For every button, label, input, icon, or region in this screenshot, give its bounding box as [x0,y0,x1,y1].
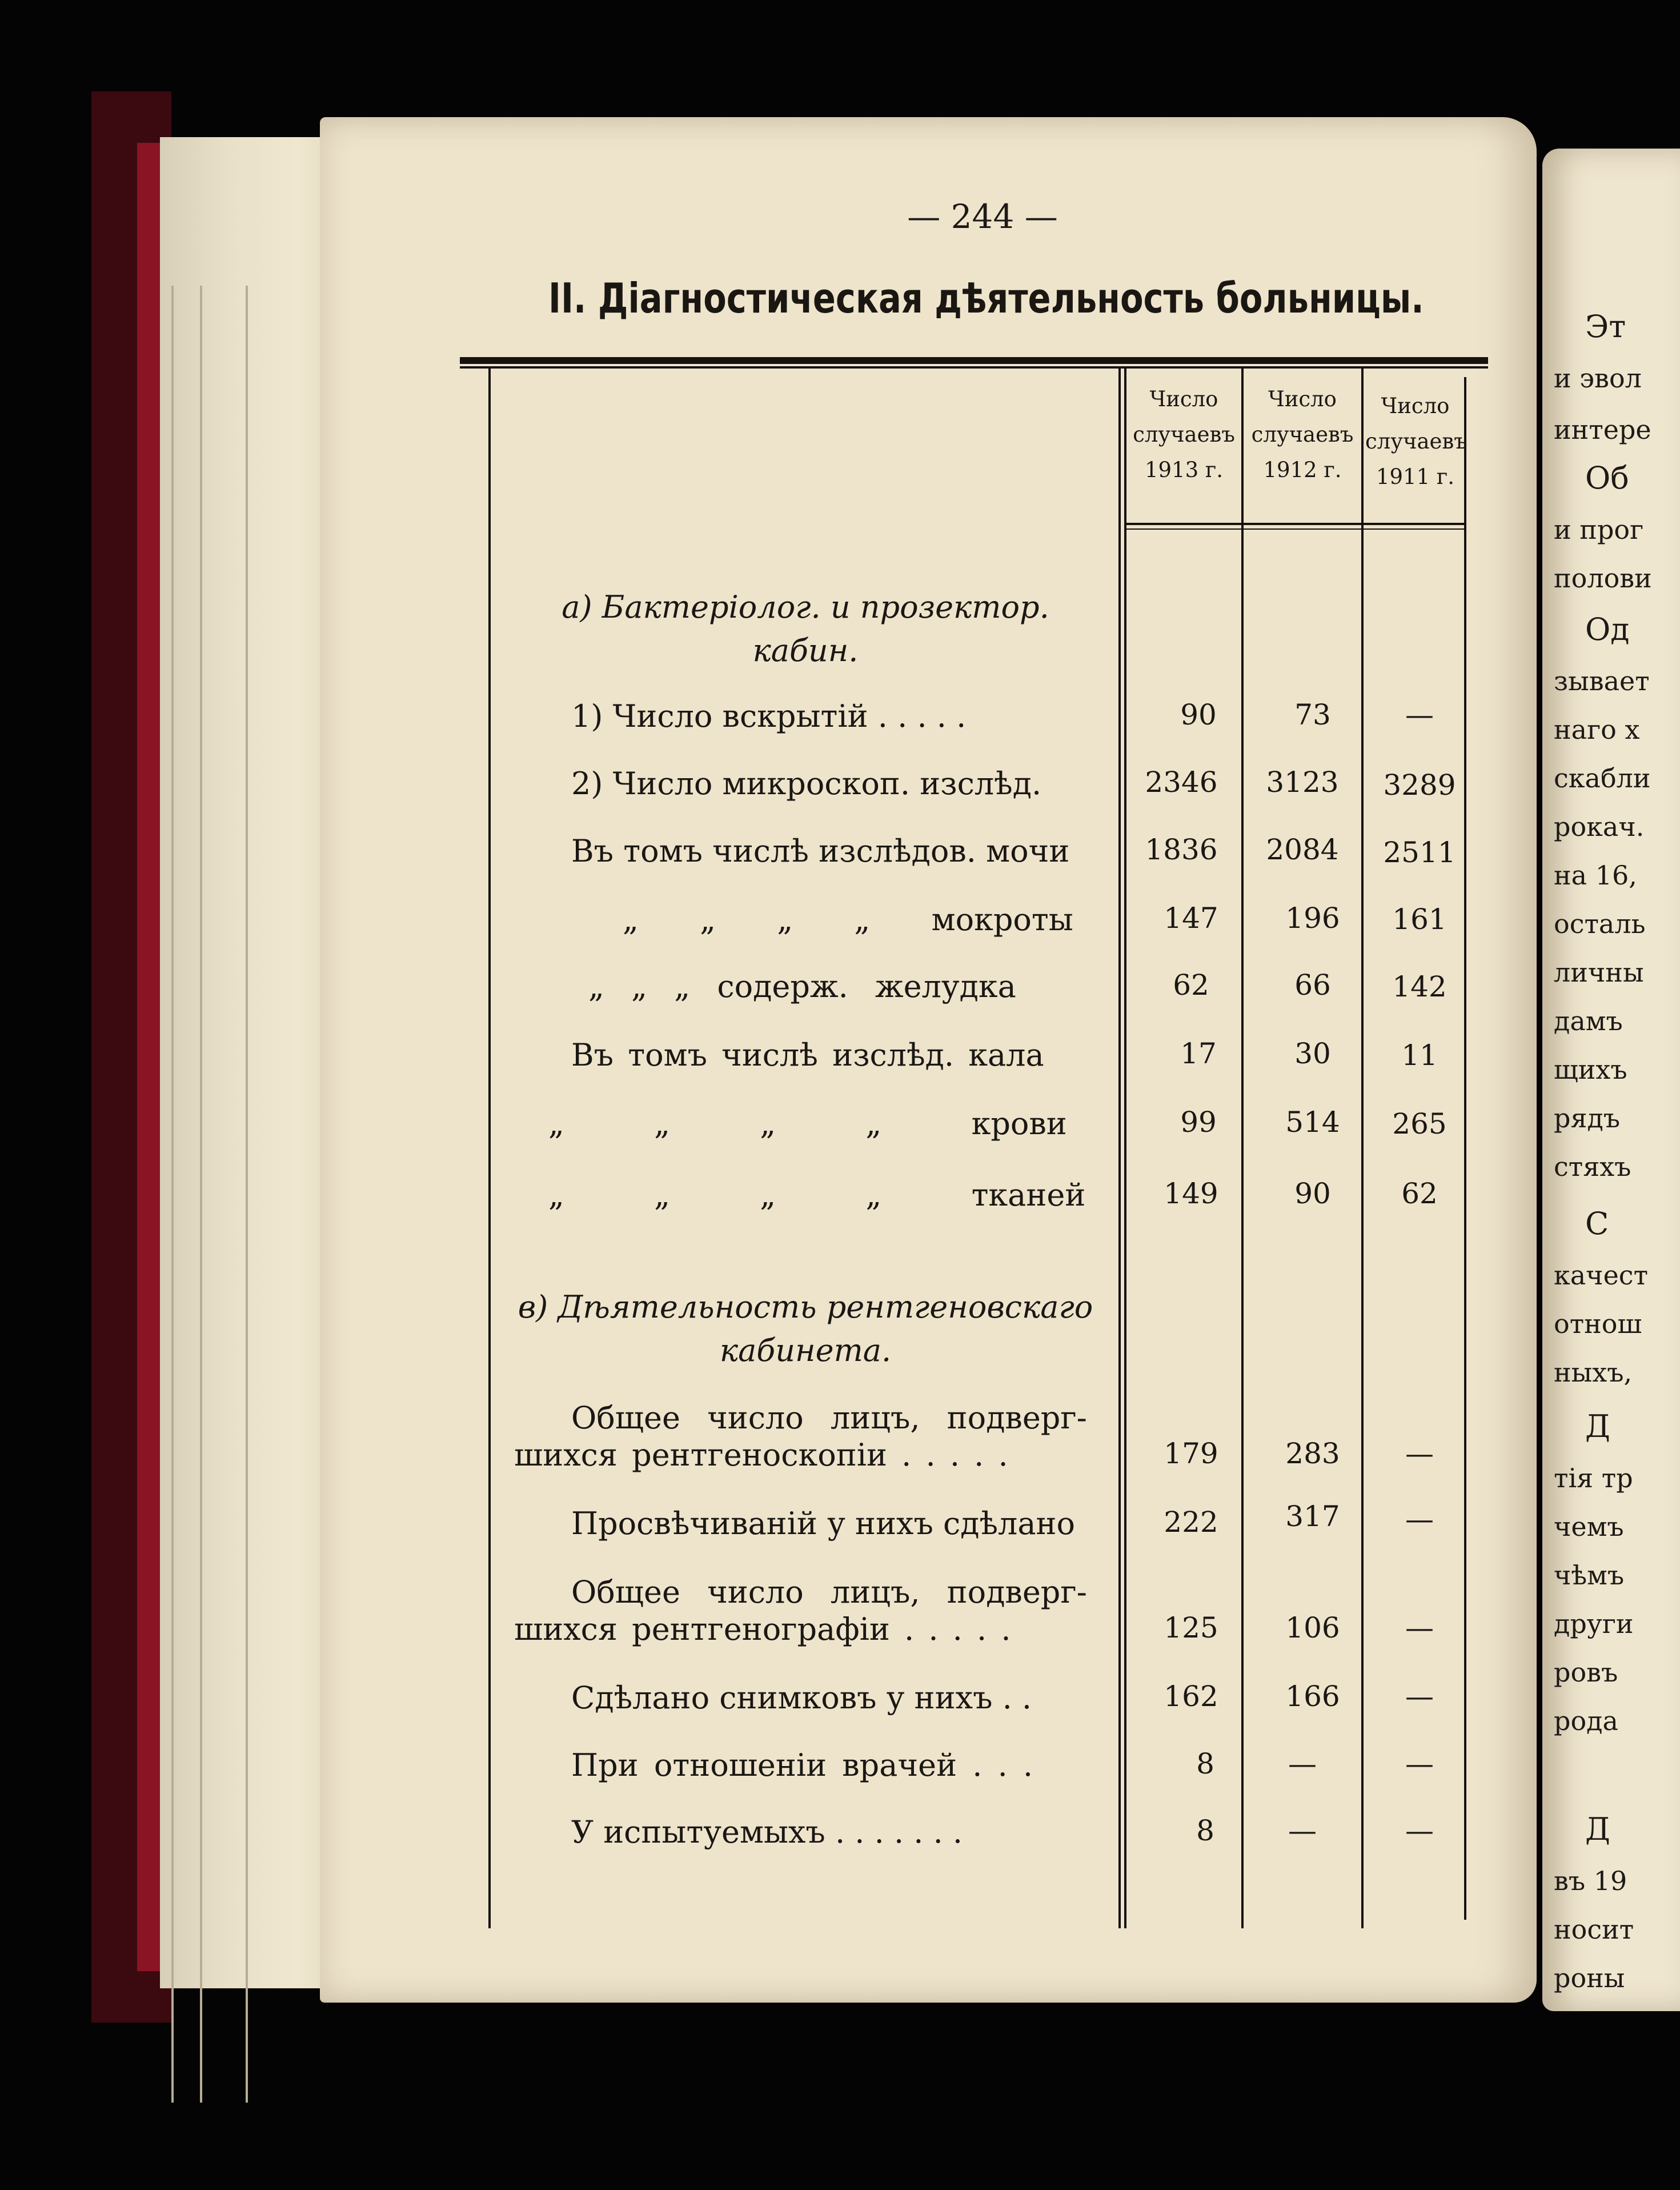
value-1912: 283 [1285,1437,1340,1470]
value-1911: 161 [1392,903,1447,936]
facing-page-line: рода [1554,1705,1618,1736]
value-1911: — [1405,1503,1434,1536]
value-1912: — [1288,1747,1317,1780]
value-1911: — [1405,1611,1434,1644]
facing-page-line: чѣмъ [1554,1560,1625,1591]
stack-line [200,286,202,2103]
value-1912: 90 [1294,1177,1331,1210]
facing-page-line: и прог [1554,514,1644,545]
facing-page-line: Од [1585,611,1630,647]
facing-page-line: на 16, [1554,860,1637,891]
facing-page-line: полови [1554,563,1652,594]
value-1912: 66 [1294,968,1331,1002]
row-label: „ „ „ „ тканей [548,1177,1086,1213]
row-label: Просвѣчиваній у нихъ сдѣлано [571,1506,1076,1542]
facing-page [1542,149,1680,2011]
value-1912: 2084 [1266,833,1339,866]
header-bottom-rule [1124,523,1464,525]
section-heading-xray: в) Дѣятельность рентгеновскаго кабинета. [518,1289,1093,1368]
page-stack [160,137,331,1988]
row-label: Общее число лицъ, подверг- [571,1574,1087,1610]
value-1913: 99 [1180,1106,1217,1139]
column-header-1913: Число случаевъ 1913 г. [1133,387,1235,482]
value-1912: 3123 [1266,766,1339,799]
value-1911: 62 [1401,1177,1438,1210]
table-left-border [488,369,491,1928]
facing-page-line: и эвол [1554,363,1642,394]
facing-page-line: Эт [1585,309,1626,345]
row-label: Сдѣлано снимковъ у нихъ . . [571,1680,1032,1716]
column-header-1911: Число случаевъ 1911 г. [1365,394,1468,489]
facing-page-line: зывает [1554,666,1650,696]
facing-page-line: тія тр [1554,1463,1633,1494]
value-1912: — [1288,1814,1317,1847]
header-bottom-rule-thin [1124,529,1464,530]
page-title: II. Діагностическая дѣятельность больницы. [548,274,1424,322]
facing-page-line: скабли [1554,763,1651,794]
facing-page-line: други [1554,1608,1634,1639]
value-1911: 11 [1401,1039,1438,1072]
value-1911: 265 [1392,1107,1447,1140]
value-1913: 1836 [1145,833,1218,866]
facing-page-line: Д [1585,1408,1610,1444]
stack-line [246,286,248,2103]
value-1911: 142 [1392,970,1447,1003]
column-divider-double [1124,369,1126,1928]
facing-page-line: стяхъ [1554,1151,1631,1182]
value-1913: 62 [1173,968,1209,1002]
value-1913: 125 [1164,1611,1218,1644]
stack-line [171,286,174,2103]
value-1911: 3289 [1383,768,1456,802]
table-top-rule-thin [460,366,1488,369]
value-1912: 106 [1285,1611,1340,1644]
row-label: Общее число лицъ, подверг- [571,1400,1087,1436]
table-top-rule [460,357,1488,364]
value-1912: 73 [1294,698,1331,731]
value-1911: — [1405,1437,1434,1470]
value-1912: 514 [1285,1106,1340,1139]
facing-page-line: отнош [1554,1308,1642,1339]
facing-page-line: С [1585,1206,1609,1242]
value-1911: — [1405,1680,1434,1713]
value-1912: 166 [1285,1680,1340,1713]
value-1911: — [1405,1747,1434,1780]
value-1913: 90 [1180,698,1217,731]
facing-page-line: осталь [1554,908,1646,939]
row-label: При отношеніи врачей . . . [571,1747,1033,1783]
value-1911: 2511 [1383,836,1456,869]
row-label: Въ томъ числѣ изслѣдов. мочи [571,833,1070,869]
column-header-1912: Число случаевъ 1912 г. [1251,387,1354,482]
facing-page-line: личны [1554,957,1644,988]
facing-page-line: въ 19 [1554,1865,1627,1896]
facing-page-line: рокач. [1554,811,1645,842]
row-label: 2) Число микроскоп. изслѣд. [571,766,1042,802]
facing-page-line: Об [1585,460,1629,496]
facing-page-line: носит [1554,1914,1634,1945]
row-label: „ „ „ „ крови [548,1106,1067,1142]
facing-page-line: ныхъ, [1554,1357,1633,1388]
value-1913: 179 [1164,1437,1218,1470]
row-label-continuation: шихся рентгеноскопіи . . . . . [514,1437,1008,1473]
facing-page-line: Д [1585,1811,1610,1847]
value-1911: — [1405,1814,1434,1847]
value-1912: 30 [1294,1037,1331,1070]
facing-page-line: рядъ [1554,1103,1621,1134]
value-1911: — [1405,698,1434,731]
facing-page-line: чемъ [1554,1511,1624,1542]
value-1913: 222 [1164,1506,1218,1539]
row-label: „ „ „ содерж. желудка [588,968,1016,1004]
value-1913: 147 [1164,902,1218,935]
value-1912: 317 [1285,1500,1340,1533]
facing-page-line: роны [1554,1963,1625,1993]
value-1912: 196 [1285,902,1340,935]
row-label: Въ томъ числѣ изслѣд. кала [571,1037,1044,1073]
value-1913: 8 [1196,1814,1214,1847]
column-divider [1118,369,1121,1928]
page-number: — 244 — [907,197,1058,236]
facing-page-line: качест [1554,1260,1649,1291]
value-1913: 149 [1164,1177,1218,1210]
facing-page-line: ровъ [1554,1657,1618,1688]
facing-page-line: дамъ [1554,1006,1623,1036]
row-label-continuation: шихся рентгенографіи . . . . . [514,1611,1011,1647]
row-label: 1) Число вскрытій . . . . . [571,698,967,734]
value-1913: 17 [1180,1037,1217,1070]
row-label: „ „ „ „ мокроты [623,902,1073,938]
row-label: У испытуемыхъ . . . . . . . [571,1814,963,1850]
facing-page-line: интере [1554,414,1651,445]
value-1913: 8 [1196,1747,1214,1780]
value-1913: 2346 [1145,766,1218,799]
facing-page-line: щихъ [1554,1054,1627,1085]
value-1913: 162 [1164,1680,1218,1713]
section-heading-bacteriology: а) Бактеріолог. и прозектор. кабин. [562,589,1049,668]
facing-page-line: наго х [1554,714,1640,745]
